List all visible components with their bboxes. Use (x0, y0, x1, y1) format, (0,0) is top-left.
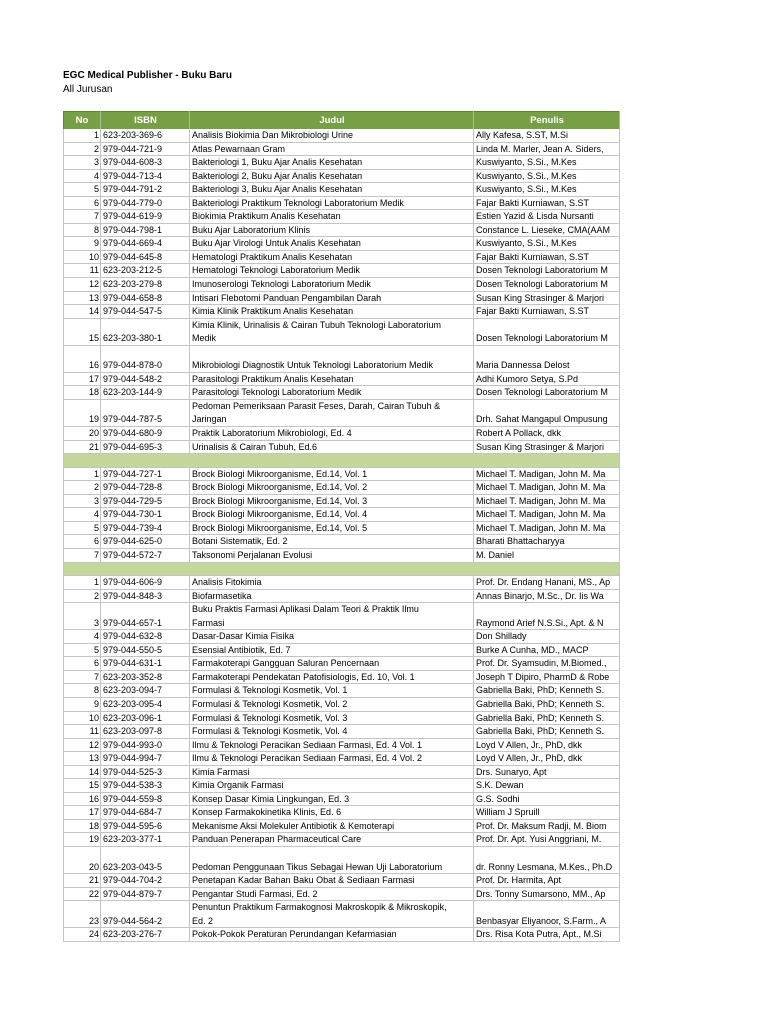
row-number-cell: 4 (63, 508, 101, 522)
isbn-cell: 979-044-704-2 (101, 874, 190, 888)
table-row (63, 928, 620, 942)
table-row (63, 441, 620, 455)
isbn-cell: 979-044-595-6 (101, 820, 190, 834)
isbn-cell: 979-044-608-3 (101, 156, 190, 170)
author-cell: Constance L. Lieseke, CMA(AAM (474, 224, 620, 238)
row-number-cell: 5 (63, 183, 101, 197)
row-number-cell: 15 (63, 319, 101, 346)
title-cell: Ilmu & Teknologi Peracikan Sediaan Farmasi, Ed. 4 Vol. 2 (190, 752, 474, 766)
title-cell: Atlas Pewarnaan Gram (190, 143, 474, 157)
author-cell: Prof. Dr. Harmita, Apt (474, 874, 620, 888)
title-cell: Konsep Dasar Kimia Lingkungan, Ed. 3 (190, 793, 474, 807)
author-cell: Dosen Teknologi Laboratorium M (474, 278, 620, 292)
isbn-cell: 979-044-572-7 (101, 549, 190, 563)
table-body (63, 129, 620, 942)
title-cell: Buku Ajar Laboratorium Klinis (190, 224, 474, 238)
table-header-row (63, 111, 620, 129)
table-row (63, 684, 620, 698)
title-cell: Mikrobiologi Diagnostik Untuk Teknologi Laboratorium Medik (190, 346, 474, 373)
table-row (63, 468, 620, 482)
row-number-cell: 20 (63, 847, 101, 874)
row-number-cell: 11 (63, 725, 101, 739)
isbn-cell: 623-203-096-1 (101, 712, 190, 726)
isbn-cell: 623-203-279-8 (101, 278, 190, 292)
row-number-cell: 20 (63, 427, 101, 441)
row-number-cell: 16 (63, 346, 101, 373)
title-cell: Brock Biologi Mikroorganisme, Ed.14, Vol. 1 (190, 468, 474, 482)
title-cell: Farmakoterapi Gangguan Saluran Pencernaan (190, 657, 474, 671)
row-number-cell: 3 (63, 495, 101, 509)
author-cell: Burke A Cunha, MD., MACP (474, 644, 620, 658)
author-cell: Benbasyar Eliyanoor, S.Farm., A (474, 901, 620, 928)
isbn-cell: 979-044-848-3 (101, 590, 190, 604)
title-cell: Buku Praktis Farmasi Aplikasi Dalam Teori & Praktik Ilmu Farmasi (190, 603, 474, 630)
isbn-cell: 979-044-619-9 (101, 210, 190, 224)
isbn-cell: 623-203-380-1 (101, 319, 190, 346)
isbn-cell: 979-044-713-4 (101, 170, 190, 184)
column-header-penulis: Penulis (474, 111, 620, 129)
author-cell: Prof. Dr. Endang Hanani, MS., Ap (474, 576, 620, 590)
row-number-cell: 15 (63, 779, 101, 793)
isbn-cell: 623-203-352-8 (101, 671, 190, 685)
table-row (63, 386, 620, 400)
row-number-cell: 13 (63, 292, 101, 306)
title-cell: Formulasi & Teknologi Kosmetik, Vol. 2 (190, 698, 474, 712)
row-number-cell: 1 (63, 576, 101, 590)
isbn-cell: 979-044-631-1 (101, 657, 190, 671)
title-cell: Pedoman Penggunaan Tikus Sebagai Hewan Uji Laboratorium (190, 847, 474, 874)
isbn-cell: 623-203-276-7 (101, 928, 190, 942)
title-cell: Pokok-Pokok Peraturan Perundangan Kefarmasian (190, 928, 474, 942)
isbn-cell: 979-044-739-4 (101, 522, 190, 536)
table-row (63, 535, 620, 549)
author-cell: Raymond Arief N.S.Si., Apt. & N (474, 603, 620, 630)
author-cell: Michael T. Madigan, John M. Ma (474, 495, 620, 509)
table-row (63, 495, 620, 509)
author-cell: Joseph T Dipiro, PharmD & Robe (474, 671, 620, 685)
table-row (63, 833, 620, 847)
table-row (63, 657, 620, 671)
row-number-cell: 2 (63, 481, 101, 495)
isbn-cell: 623-203-043-5 (101, 847, 190, 874)
row-number-cell: 14 (63, 766, 101, 780)
author-cell: M. Daniel (474, 549, 620, 563)
row-number-cell: 1 (63, 129, 101, 143)
table-row (63, 630, 620, 644)
row-number-cell: 6 (63, 657, 101, 671)
author-cell: Gabriella Baki, PhD; Kenneth S. (474, 725, 620, 739)
title-cell: Hematologi Praktikum Analis Kesehatan (190, 251, 474, 265)
row-number-cell: 6 (63, 535, 101, 549)
author-cell: Linda M. Marler, Jean A. Siders, (474, 143, 620, 157)
column-header-isbn: ISBN (101, 111, 190, 129)
book-table (63, 111, 620, 942)
title-cell: Kimia Farmasi (190, 766, 474, 780)
isbn-cell: 979-044-538-3 (101, 779, 190, 793)
author-cell: dr. Ronny Lesmana, M.Kes., Ph.D (474, 847, 620, 874)
author-cell: Prof. Dr. Apt. Yusi Anggriani, M. (474, 833, 620, 847)
section-separator (63, 454, 620, 468)
table-row (63, 820, 620, 834)
isbn-cell: 979-044-606-9 (101, 576, 190, 590)
author-cell: G.S. Sodhi (474, 793, 620, 807)
isbn-cell: 979-044-559-8 (101, 793, 190, 807)
title-cell: Analisis Biokimia Dan Mikrobiologi Urine (190, 129, 474, 143)
row-number-cell: 7 (63, 549, 101, 563)
title-cell: Mekanisme Aksi Molekuler Antibiotik & Kemoterapi (190, 820, 474, 834)
author-cell: S.K. Dewan (474, 779, 620, 793)
title-cell: Bakteriologi Praktikum Teknologi Laboratorium Medik (190, 197, 474, 211)
isbn-cell: 979-044-632-8 (101, 630, 190, 644)
table-row (63, 481, 620, 495)
table-row (63, 373, 620, 387)
table-row (63, 874, 620, 888)
table-row (63, 739, 620, 753)
isbn-cell: 979-044-550-5 (101, 644, 190, 658)
isbn-cell: 979-044-684-7 (101, 806, 190, 820)
title-cell: Panduan Penerapan Pharmaceutical Care (190, 833, 474, 847)
author-cell: Michael T. Madigan, John M. Ma (474, 508, 620, 522)
title-cell: Brock Biologi Mikroorganisme, Ed.14, Vol. 5 (190, 522, 474, 536)
title-cell: Kimia Klinik, Urinalisis & Cairan Tubuh Teknologi Laboratorium Medik (190, 319, 474, 346)
author-cell: Estien Yazid & Lisda Nursanti (474, 210, 620, 224)
table-row (63, 278, 620, 292)
isbn-cell: 979-044-548-2 (101, 373, 190, 387)
title-cell: Intisari Flebotomi Panduan Pengambilan Darah (190, 292, 474, 306)
author-cell: Michael T. Madigan, John M. Ma (474, 522, 620, 536)
author-cell: Kuswiyanto, S.Si., M.Kes (474, 183, 620, 197)
isbn-cell: 979-044-625-0 (101, 535, 190, 549)
isbn-cell: 979-044-730-1 (101, 508, 190, 522)
table-row (63, 427, 620, 441)
row-number-cell: 18 (63, 386, 101, 400)
title-cell: Penuntun Praktikum Farmakognosi Makroskopik & Mikroskopik, Ed. 2 (190, 901, 474, 928)
isbn-cell: 979-044-728-8 (101, 481, 190, 495)
row-number-cell: 21 (63, 874, 101, 888)
table-row (63, 319, 620, 346)
row-number-cell: 16 (63, 793, 101, 807)
title-cell: Farmakoterapi Pendekatan Patofisiologis, Ed. 10, Vol. 1 (190, 671, 474, 685)
row-number-cell: 17 (63, 373, 101, 387)
table-row (63, 346, 620, 373)
row-number-cell: 19 (63, 833, 101, 847)
author-cell: Gabriella Baki, PhD; Kenneth S. (474, 712, 620, 726)
title-cell: Praktik Laboratorium Mikrobiologi, Ed. 4 (190, 427, 474, 441)
author-cell: Michael T. Madigan, John M. Ma (474, 481, 620, 495)
table-row (63, 129, 620, 143)
title-cell: Buku Ajar Virologi Untuk Analis Kesehatan (190, 237, 474, 251)
title-cell: Kimia Klinik Praktikum Analis Kesehatan (190, 305, 474, 319)
title-cell: Dasar-Dasar Kimia Fisika (190, 630, 474, 644)
row-number-cell: 8 (63, 224, 101, 238)
table-row (63, 712, 620, 726)
row-number-cell: 6 (63, 197, 101, 211)
author-cell: Ally Kafesa, S.ST, M.Si (474, 129, 620, 143)
row-number-cell: 1 (63, 468, 101, 482)
table-row (63, 156, 620, 170)
isbn-cell: 979-044-878-0 (101, 346, 190, 373)
title-cell: Imunoserologi Teknologi Laboratorium Medik (190, 278, 474, 292)
table-row (63, 671, 620, 685)
author-cell: Michael T. Madigan, John M. Ma (474, 468, 620, 482)
isbn-cell: 979-044-564-2 (101, 901, 190, 928)
row-number-cell: 7 (63, 671, 101, 685)
row-number-cell: 2 (63, 590, 101, 604)
row-number-cell: 13 (63, 752, 101, 766)
row-number-cell: 11 (63, 264, 101, 278)
title-cell: Penetapan Kadar Bahan Baku Obat & Sediaan Farmasi (190, 874, 474, 888)
isbn-cell: 623-203-097-8 (101, 725, 190, 739)
table-row (63, 590, 620, 604)
table-row (63, 508, 620, 522)
title-cell: Analisis Fitokimia (190, 576, 474, 590)
table-row (63, 170, 620, 184)
author-cell: Kuswiyanto, S.Si., M.Kes (474, 170, 620, 184)
author-cell: Robert A Pollack, dkk (474, 427, 620, 441)
title-cell: Bakteriologi 3, Buku Ajar Analis Kesehatan (190, 183, 474, 197)
isbn-cell: 979-044-680-9 (101, 427, 190, 441)
title-cell: Bakteriologi 2, Buku Ajar Analis Kesehatan (190, 170, 474, 184)
author-cell: Kuswiyanto, S.Si., M.Kes (474, 237, 620, 251)
isbn-cell: 979-044-645-8 (101, 251, 190, 265)
section-separator (63, 563, 620, 577)
row-number-cell: 2 (63, 143, 101, 157)
title-cell: Formulasi & Teknologi Kosmetik, Vol. 3 (190, 712, 474, 726)
table-row (63, 752, 620, 766)
isbn-cell: 979-044-994-7 (101, 752, 190, 766)
author-cell: Dosen Teknologi Laboratorium M (474, 386, 620, 400)
author-cell: Loyd V Allen, Jr., PhD, dkk (474, 752, 620, 766)
table-row (63, 305, 620, 319)
row-number-cell: 14 (63, 305, 101, 319)
row-number-cell: 4 (63, 630, 101, 644)
table-row (63, 644, 620, 658)
page-subtitle: All Jurusan (63, 84, 113, 95)
author-cell: Susan King Strasinger & Marjori (474, 292, 620, 306)
isbn-cell: 623-203-377-1 (101, 833, 190, 847)
author-cell: Don Shillady (474, 630, 620, 644)
table-row (63, 888, 620, 902)
author-cell: Bharati Bhattacharyya (474, 535, 620, 549)
isbn-cell: 979-044-547-5 (101, 305, 190, 319)
table-row (63, 197, 620, 211)
title-cell: Parasitologi Teknologi Laboratorium Medik (190, 386, 474, 400)
title-cell: Biokimia Praktikum Analis Kesehatan (190, 210, 474, 224)
title-cell: Ilmu & Teknologi Peracikan Sediaan Farmasi, Ed. 4 Vol. 1 (190, 739, 474, 753)
author-cell: Adhi Kumoro Setya, S.Pd (474, 373, 620, 387)
title-cell: Esensial Antibiotik, Ed. 7 (190, 644, 474, 658)
author-cell: Drs. Sunaryo, Apt (474, 766, 620, 780)
row-number-cell: 23 (63, 901, 101, 928)
column-header-no: No (63, 111, 101, 129)
isbn-cell: 623-203-094-7 (101, 684, 190, 698)
table-row (63, 806, 620, 820)
isbn-cell: 979-044-657-1 (101, 603, 190, 630)
table-row (63, 522, 620, 536)
table-row (63, 292, 620, 306)
author-cell: Annas Binarjo, M.Sc., Dr. Iis Wa (474, 590, 620, 604)
table-row (63, 576, 620, 590)
title-cell: Taksonomi Perjalanan Evolusi (190, 549, 474, 563)
isbn-cell: 979-044-798-1 (101, 224, 190, 238)
title-cell: Urinalisis & Cairan Tubuh, Ed.6 (190, 441, 474, 455)
table-row (63, 698, 620, 712)
row-number-cell: 21 (63, 441, 101, 455)
row-number-cell: 4 (63, 170, 101, 184)
table-row (63, 766, 620, 780)
row-number-cell: 9 (63, 237, 101, 251)
author-cell: Kuswiyanto, S.Si., M.Kes (474, 156, 620, 170)
row-number-cell: 22 (63, 888, 101, 902)
isbn-cell: 979-044-658-8 (101, 292, 190, 306)
table-row (63, 210, 620, 224)
isbn-cell: 979-044-727-1 (101, 468, 190, 482)
title-cell: Bakteriologi 1, Buku Ajar Analis Kesehatan (190, 156, 474, 170)
row-number-cell: 10 (63, 712, 101, 726)
row-number-cell: 19 (63, 400, 101, 427)
row-number-cell: 12 (63, 739, 101, 753)
table-row (63, 549, 620, 563)
title-cell: Biofarmasetika (190, 590, 474, 604)
author-cell: Dosen Teknologi Laboratorium M (474, 264, 620, 278)
row-number-cell: 9 (63, 698, 101, 712)
isbn-cell: 979-044-993-0 (101, 739, 190, 753)
table-row (63, 901, 620, 928)
row-number-cell: 18 (63, 820, 101, 834)
isbn-cell: 623-203-369-6 (101, 129, 190, 143)
author-cell: Fajar Bakti Kurniawan, S.ST (474, 251, 620, 265)
table-row (63, 847, 620, 874)
row-number-cell: 3 (63, 156, 101, 170)
isbn-cell: 979-044-779-0 (101, 197, 190, 211)
title-cell: Parasitologi Praktikum Analis Kesehatan (190, 373, 474, 387)
column-header-judul: Judul (190, 111, 474, 129)
title-cell: Botani Sistematik, Ed. 2 (190, 535, 474, 549)
author-cell: Drh. Sahat Mangapul Ompusung (474, 400, 620, 427)
author-cell: Prof. Dr. Maksum Radji, M. Biom (474, 820, 620, 834)
author-cell: Drs. Risa Kota Putra, Apt., M.Si (474, 928, 620, 942)
author-cell: Drs. Tonny Sumarsono, MM., Ap (474, 888, 620, 902)
row-number-cell: 10 (63, 251, 101, 265)
row-number-cell: 8 (63, 684, 101, 698)
row-number-cell: 12 (63, 278, 101, 292)
row-number-cell: 3 (63, 603, 101, 630)
isbn-cell: 979-044-787-5 (101, 400, 190, 427)
isbn-cell: 979-044-669-4 (101, 237, 190, 251)
table-row (63, 725, 620, 739)
table-row (63, 603, 620, 630)
author-cell: Gabriella Baki, PhD; Kenneth S. (474, 684, 620, 698)
author-cell: Susan King Strasinger & Marjori (474, 441, 620, 455)
title-cell: Konsep Farmakokinetika Klinis, Ed. 6 (190, 806, 474, 820)
table-row (63, 183, 620, 197)
page-title: EGC Medical Publisher - Buku Baru (63, 70, 232, 81)
row-number-cell: 5 (63, 522, 101, 536)
isbn-cell: 623-203-095-4 (101, 698, 190, 712)
table-row (63, 264, 620, 278)
author-cell: Loyd V Allen, Jr., PhD, dkk (474, 739, 620, 753)
author-cell: William J Spruill (474, 806, 620, 820)
row-number-cell: 5 (63, 644, 101, 658)
title-cell: Brock Biologi Mikroorganisme, Ed.14, Vol. 4 (190, 508, 474, 522)
title-cell: Hematologi Teknologi Laboratorium Medik (190, 264, 474, 278)
title-cell: Formulasi & Teknologi Kosmetik, Vol. 4 (190, 725, 474, 739)
table-row (63, 251, 620, 265)
title-cell: Brock Biologi Mikroorganisme, Ed.14, Vol. 2 (190, 481, 474, 495)
isbn-cell: 623-203-144-9 (101, 386, 190, 400)
row-number-cell: 17 (63, 806, 101, 820)
row-number-cell: 7 (63, 210, 101, 224)
isbn-cell: 979-044-721-9 (101, 143, 190, 157)
table-row (63, 237, 620, 251)
isbn-cell: 979-044-695-3 (101, 441, 190, 455)
title-cell: Brock Biologi Mikroorganisme, Ed.14, Vol. 3 (190, 495, 474, 509)
isbn-cell: 979-044-525-3 (101, 766, 190, 780)
title-cell: Pedoman Pemeriksaan Parasit Feses, Darah, Cairan Tubuh & Jaringan (190, 400, 474, 427)
author-cell: Fajar Bakti Kurniawan, S.ST (474, 197, 620, 211)
author-cell: Maria Dannessa Delost (474, 346, 620, 373)
table-row (63, 779, 620, 793)
title-cell: Formulasi & Teknologi Kosmetik, Vol. 1 (190, 684, 474, 698)
table-row (63, 400, 620, 427)
author-cell: Dosen Teknologi Laboratorium M (474, 319, 620, 346)
isbn-cell: 623-203-212-5 (101, 264, 190, 278)
table-row (63, 224, 620, 238)
isbn-cell: 979-044-791-2 (101, 183, 190, 197)
row-number-cell: 24 (63, 928, 101, 942)
title-cell: Pengantar Studi Farmasi, Ed. 2 (190, 888, 474, 902)
author-cell: Prof. Dr. Syamsudin, M.Biomed., (474, 657, 620, 671)
author-cell: Gabriella Baki, PhD; Kenneth S. (474, 698, 620, 712)
table-row (63, 143, 620, 157)
table-row (63, 793, 620, 807)
isbn-cell: 979-044-879-7 (101, 888, 190, 902)
title-cell: Kimia Organik Farmasi (190, 779, 474, 793)
isbn-cell: 979-044-729-5 (101, 495, 190, 509)
author-cell: Fajar Bakti Kurniawan, S.ST (474, 305, 620, 319)
